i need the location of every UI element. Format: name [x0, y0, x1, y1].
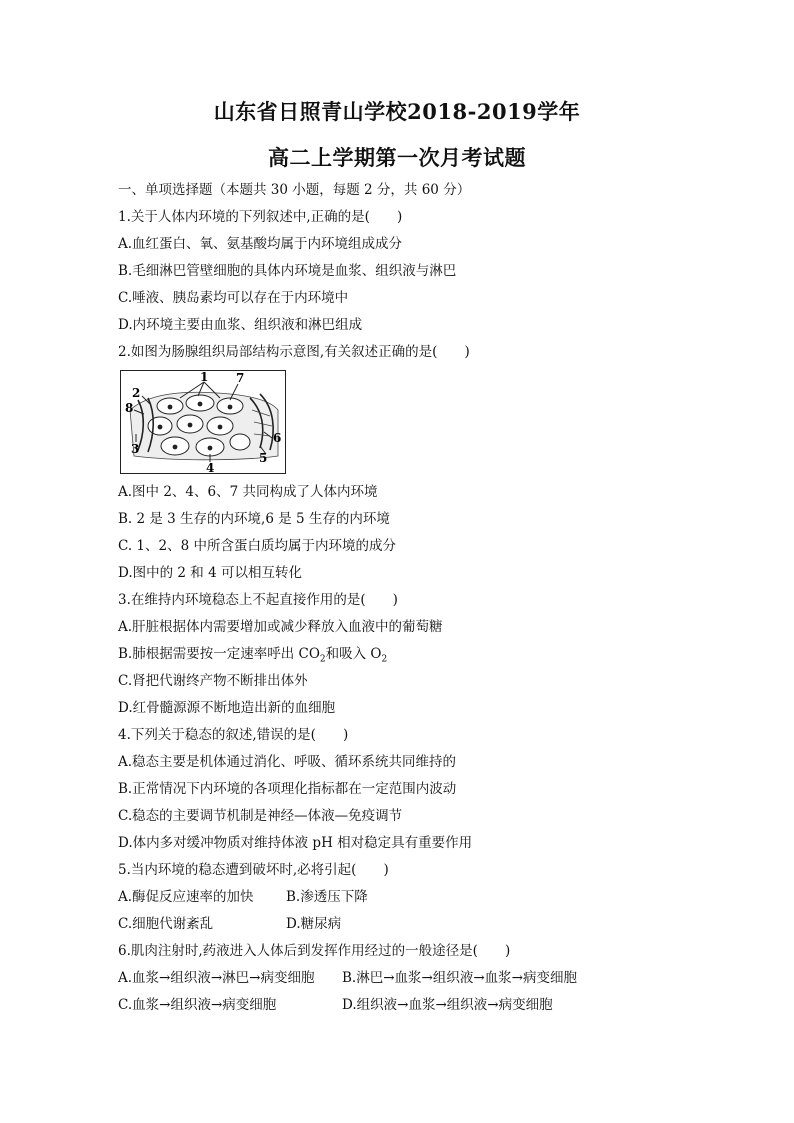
q1-option-b: B.毛细淋巴管壁细胞的具体内环境是血浆、组织液与淋巴 — [118, 263, 457, 279]
q5-options-row1 — [118, 884, 718, 911]
co2-subscript: 2 — [319, 654, 326, 665]
q3-option-d: D.红骨髓源源不断地造出新的血细胞 — [118, 700, 336, 716]
q3-option-b — [118, 641, 718, 668]
intestinal-gland-figure — [120, 370, 286, 474]
figure-label-7: 7 — [236, 371, 245, 385]
figure-label-8: 8 — [125, 401, 134, 415]
o2-subscript: 2 — [381, 654, 388, 665]
q3-option-b-part1: B.肺根据需要按一定速率呼出 CO — [118, 646, 320, 662]
figure-label-6: 6 — [273, 431, 282, 445]
q5-stem: 5.当内环境的稳态遭到破坏时,必将引起( ) — [118, 862, 389, 878]
q4-option-b: B.正常情况下内环境的各项理化指标都在一定范围内波动 — [118, 781, 457, 797]
q6-option-d: D.组织液→血浆→组织液→病变细胞 — [342, 997, 553, 1013]
q1-stem: 1.关于人体内环境的下列叙述中,正确的是( ) — [118, 209, 403, 225]
q3-option-b-part2: 和吸入 O — [325, 646, 382, 662]
q6-option-a: A.血浆→组织液→淋巴→病变细胞 — [118, 970, 315, 986]
q4-stem: 4.下列关于稳态的叙述,错误的是( ) — [118, 727, 349, 743]
figure-label-2: 2 — [132, 386, 141, 400]
q6-option-b: B.淋巴→血浆→组织液→血浆→病变细胞 — [342, 970, 577, 986]
figure-label-3: 3 — [131, 442, 140, 456]
q2-option-a: A.图中 2、4、6、7 共同构成了人体内环境 — [118, 484, 378, 500]
q2-option-b: B. 2 是 3 生存的内环境,6 是 5 生存的内环境 — [118, 511, 390, 527]
section-heading: 一、单项选择题（本题共 30 小题，每题 2 分，共 60 分） — [118, 182, 471, 198]
q5-option-a: A.酶促反应速率的加快 — [118, 889, 254, 905]
q6-stem: 6.肌肉注射时,药液进入人体后到发挥作用经过的一般途径是( ) — [118, 943, 511, 959]
q5-option-b: B.渗透压下降 — [286, 889, 368, 905]
figure-label-4: 4 — [206, 461, 215, 474]
q5-option-d: D.糖尿病 — [286, 916, 342, 932]
document-title-line2: 高二上学期第一次月考试题 — [268, 145, 526, 170]
q4-option-c: C.稳态的主要调节机制是神经—体液—免疫调节 — [118, 808, 403, 824]
q2-option-c: C. 1、2、8 中所含蛋白质均属于内环境的成分 — [118, 538, 396, 554]
q6-option-c: C.血浆→组织液→病变细胞 — [118, 997, 277, 1013]
q3-stem: 3.在维持内环境稳态上不起直接作用的是( ) — [118, 592, 398, 608]
q3-option-c: C.肾把代谢终产物不断排出体外 — [118, 673, 308, 689]
q6-options-row1 — [118, 965, 718, 992]
q5-option-c: C.细胞代谢紊乱 — [118, 916, 214, 932]
q3-option-a: A.肝脏根据体内需要增加或减少释放入血液中的葡萄糖 — [118, 619, 443, 635]
q4-option-d: D.体内多对缓冲物质对维持体液 pH 相对稳定具有重要作用 — [118, 835, 473, 851]
q6-options-row2 — [118, 992, 718, 1019]
q2-stem: 2.如图为肠腺组织局部结构示意图,有关叙述正确的是( ) — [118, 344, 470, 360]
q1-option-c: C.唾液、胰岛素均可以存在于内环境中 — [118, 290, 349, 306]
figure-label-1: 1 — [200, 370, 209, 384]
figure-label-5: 5 — [259, 451, 268, 465]
q4-option-a: A.稳态主要是机体通过消化、呼吸、循环系统共同维持的 — [118, 754, 457, 770]
question-list — [118, 177, 718, 1019]
q2-option-d: D.图中的 2 和 4 可以相互转化 — [118, 565, 302, 581]
q1-option-a: A.血红蛋白、氧、氨基酸均属于内环境组成成分 — [118, 236, 403, 252]
q1-option-d: D.内环境主要由血浆、组织液和淋巴组成 — [118, 317, 363, 333]
q5-options-row2 — [118, 911, 718, 938]
document-title-line1: 山东省日照青山学校2018-2019学年 — [213, 99, 581, 124]
